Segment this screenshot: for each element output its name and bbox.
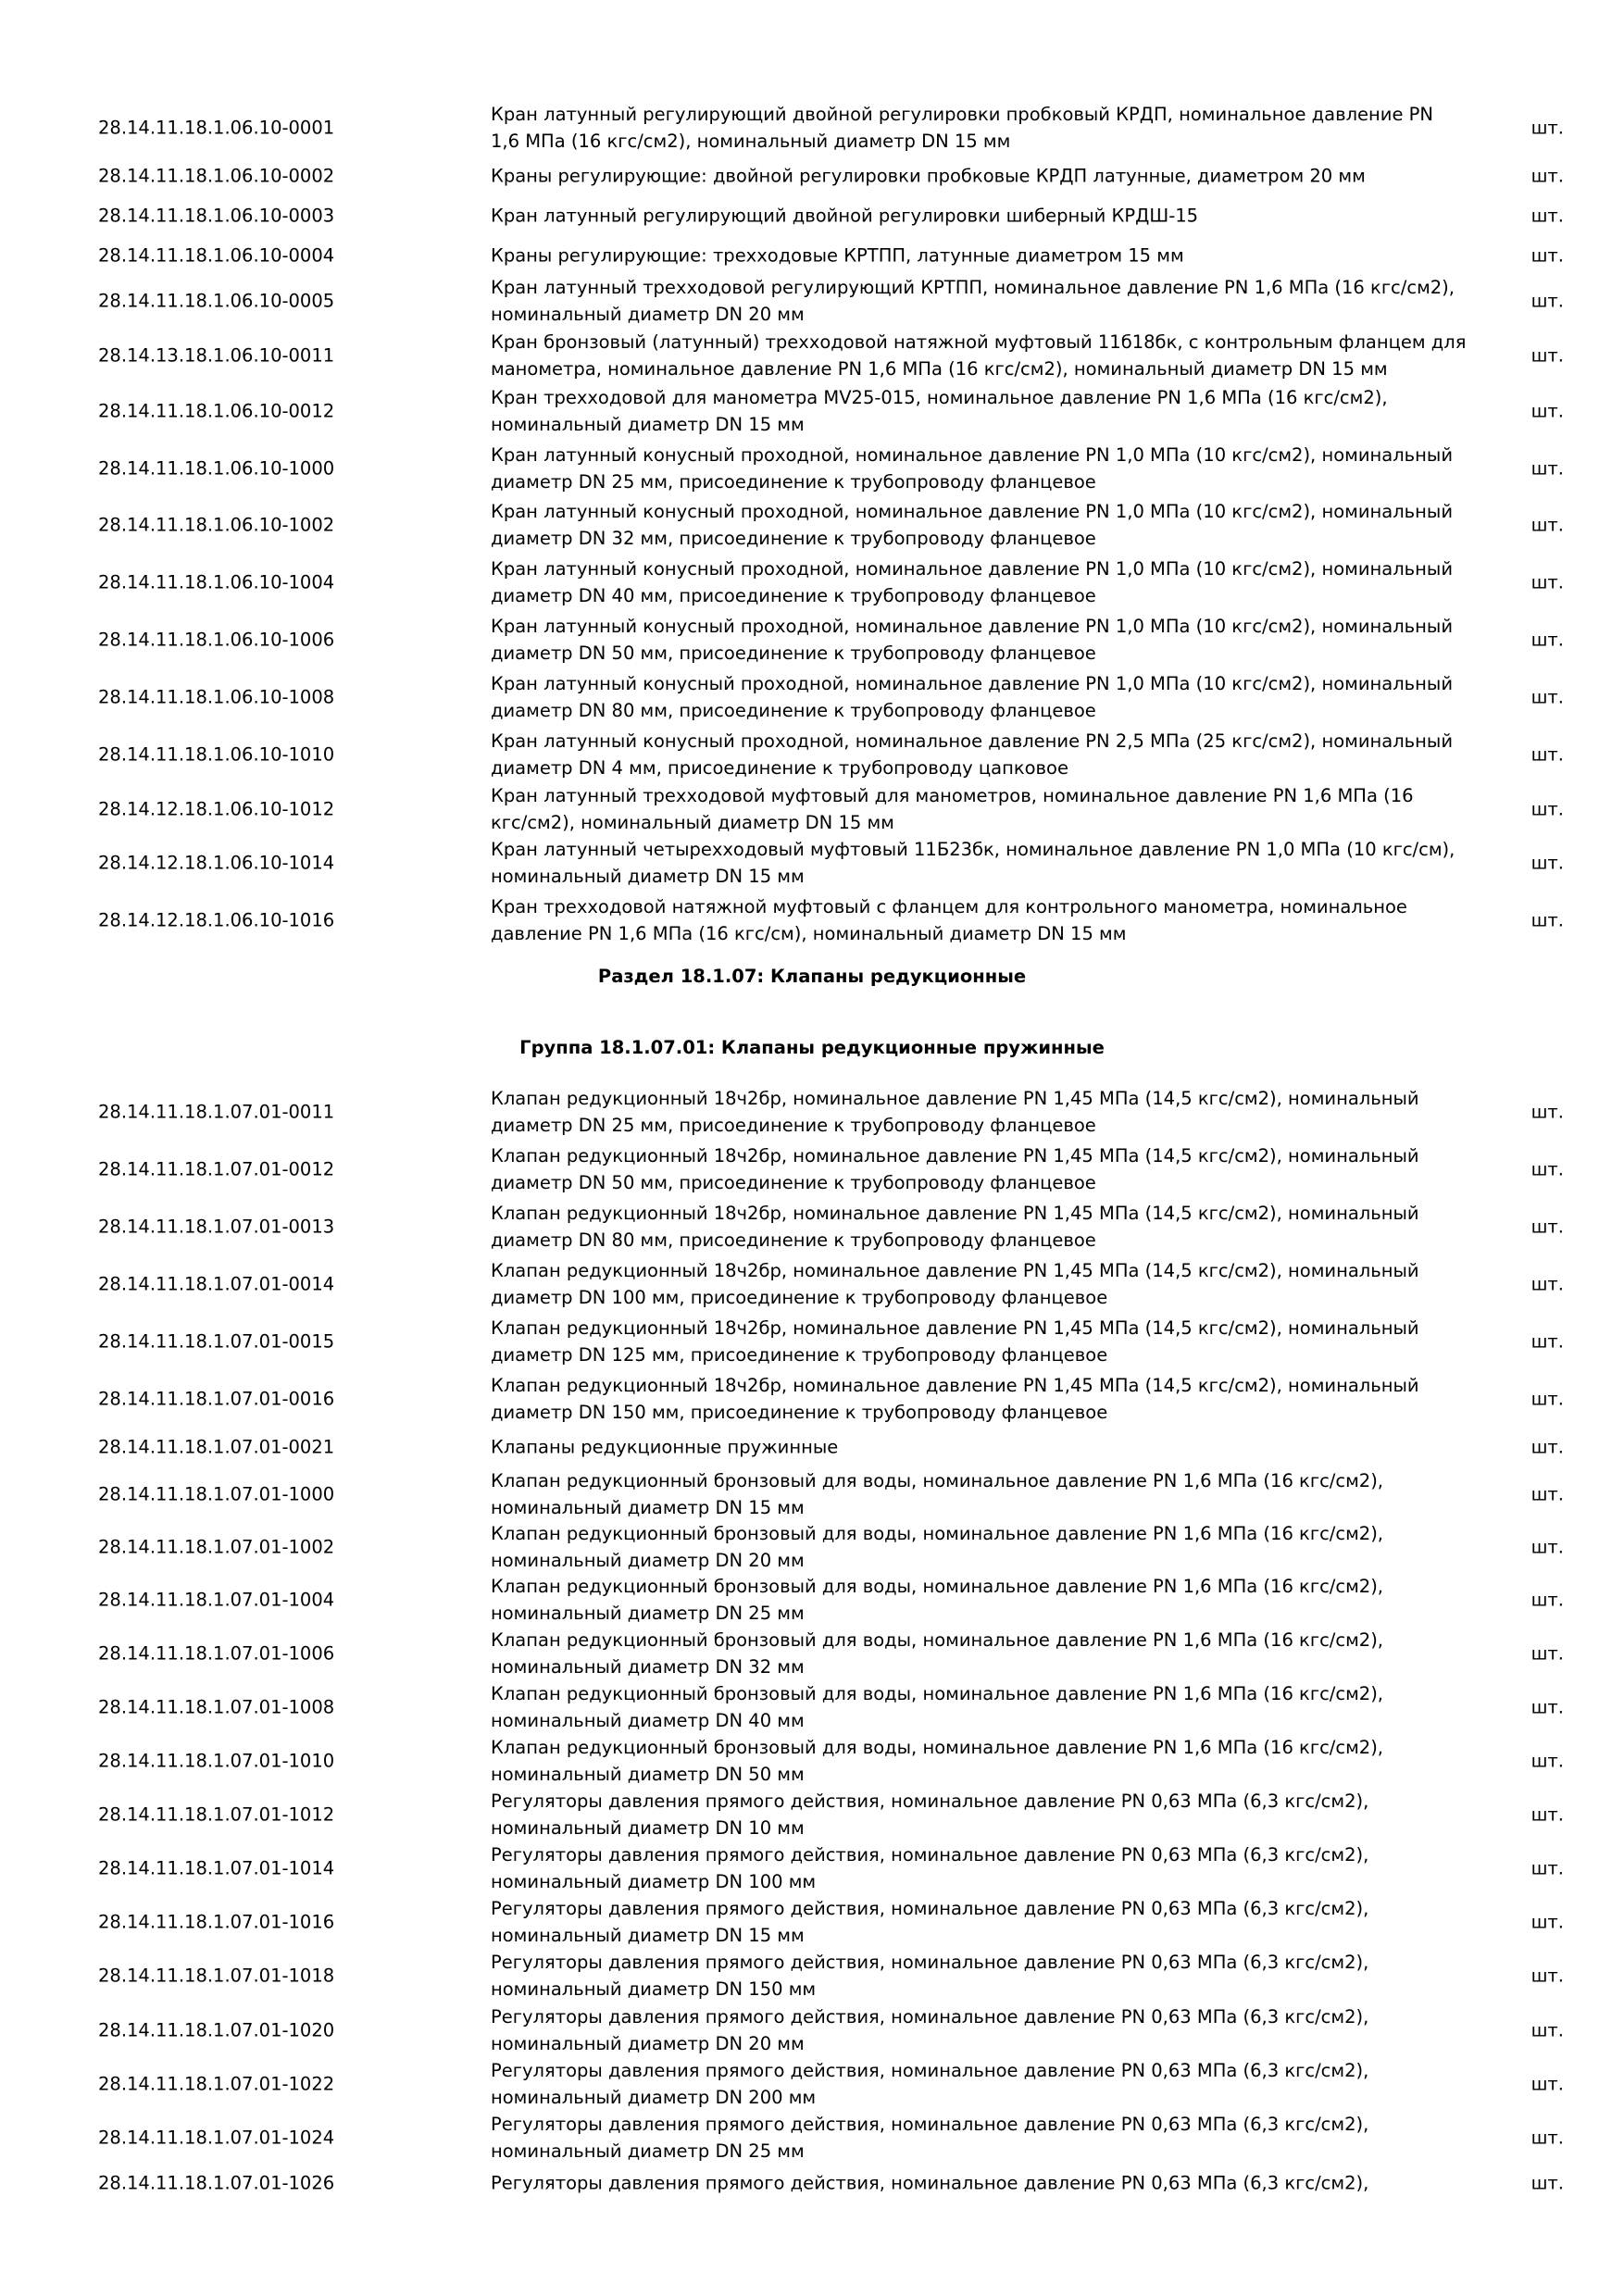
description-line: давление PN 1,6 МПа (16 кгс/см), номинальный диаметр DN 15 мм (491, 923, 1127, 944)
description-line: Регуляторы давления прямого действия, номинальное давление PN 0,63 МПа (6,3 кгс/см2), (491, 2114, 1369, 2135)
description-line: Регуляторы давления прямого действия, номинальное давление PN 0,63 МПа (6,3 кгс/см2), (491, 1791, 1369, 1812)
table-row (0, 1371, 1624, 1427)
description-line: Кран латунный конусный проходной, номинальное давление PN 1,0 МПа (10 кгс/см2), номинальный (491, 558, 1453, 580)
item-description (491, 1841, 1454, 1895)
item-code: 28.14.11.18.1.07.01-1012 (98, 1803, 335, 1826)
table-row (0, 1256, 1624, 1312)
item-code: 28.14.11.18.1.06.10-1004 (98, 571, 335, 593)
item-unit: шт. (1530, 1436, 1564, 1458)
table-row (0, 612, 1624, 668)
item-unit: шт. (1530, 514, 1564, 536)
item-code: 28.14.11.18.1.07.01-1004 (98, 1589, 335, 1611)
item-unit: шт. (1530, 457, 1564, 480)
description-line: диаметр DN 4 мм, присоединение к трубопроводу цапковое (491, 757, 1068, 779)
item-unit: шт. (1530, 743, 1564, 766)
description-line: номинальный диаметр DN 150 мм (491, 1978, 817, 2000)
item-code: 28.14.11.18.1.07.01-0015 (98, 1330, 335, 1353)
item-unit: шт. (1530, 1101, 1564, 1123)
description-line: Клапан редукционный 18ч2бр, номинальное давление PN 1,45 МПа (14,5 кгс/см2), номинальный (491, 1145, 1419, 1167)
description-line: номинальный диаметр DN 32 мм (491, 1656, 805, 1678)
table-row (0, 835, 1624, 891)
item-code: 28.14.11.18.1.07.01-1016 (98, 1911, 335, 1933)
item-description (491, 728, 1454, 781)
item-unit: шт. (1530, 244, 1564, 267)
item-code: 28.14.11.18.1.07.01-1024 (98, 2127, 335, 2149)
item-description (491, 1680, 1454, 1734)
item-unit: шт. (1530, 1750, 1564, 1772)
item-code: 28.14.11.18.1.06.10-1000 (98, 457, 335, 480)
item-description (491, 613, 1454, 667)
section-heading: Раздел 18.1.07: Клапаны редукционные (597, 966, 1027, 987)
table-row (0, 1841, 1624, 1896)
table-row (0, 1733, 1624, 1789)
description-line: Кран латунный конусный проходной, номинальное давление PN 1,0 МПа (10 кгс/см2), номинальный (491, 444, 1453, 466)
item-description (491, 1520, 1454, 1574)
item-code: 28.14.11.18.1.07.01-1000 (98, 1483, 335, 1505)
item-description (491, 274, 1454, 328)
description-line: Клапан редукционный 18ч2бр, номинальное давление PN 1,45 МПа (14,5 кгс/см2), номинальный (491, 1203, 1419, 1224)
item-code: 28.14.11.18.1.07.01-1002 (98, 1536, 335, 1558)
table-row (0, 383, 1624, 439)
item-unit: шт. (1530, 1965, 1564, 1987)
description-line: номинальный диаметр DN 10 мм (491, 1817, 805, 1839)
description-line: диаметр DN 125 мм, присоединение к трубопроводу фланцевое (491, 1344, 1108, 1366)
item-unit: шт. (1530, 1158, 1564, 1180)
item-unit: шт. (1530, 909, 1564, 931)
item-unit: шт. (1530, 629, 1564, 651)
table-row (0, 1199, 1624, 1254)
description-line: диаметр DN 80 мм, присоединение к трубопроводу фланцевое (491, 1229, 1096, 1251)
group-heading: Группа 18.1.07.01: Клапаны редукционные пружинные (519, 1037, 1105, 1058)
table-row (0, 669, 1624, 725)
item-unit: шт. (1530, 686, 1564, 708)
description-line: Клапан редукционный бронзовый для воды, номинальное давление PN 1,6 МПа (16 кгс/см2), (491, 1576, 1384, 1597)
item-description (491, 2057, 1454, 2111)
description-line: диаметр DN 25 мм, присоединение к трубопроводу фланцевое (491, 471, 1096, 493)
table-row (0, 1626, 1624, 1681)
table-row (0, 2155, 1624, 2211)
item-code: 28.14.12.18.1.06.10-1014 (98, 852, 335, 874)
table-row (0, 1314, 1624, 1369)
description-line: номинальный диаметр DN 25 мм (491, 1603, 805, 1624)
item-description (491, 1895, 1454, 1949)
item-description (491, 836, 1454, 890)
item-code: 28.14.11.18.1.06.10-1002 (98, 514, 335, 536)
table-row (0, 1142, 1624, 1197)
item-code: 28.14.11.18.1.06.10-1010 (98, 743, 335, 766)
table-row (0, 1466, 1624, 1522)
item-unit: шт. (1530, 117, 1564, 139)
item-code: 28.14.11.18.1.06.10-0002 (98, 165, 335, 187)
item-code: 28.14.11.18.1.07.01-1026 (98, 2172, 335, 2194)
item-unit: шт. (1530, 400, 1564, 422)
description-line: Клапан редукционный 18ч2бр, номинальное давление PN 1,45 МПа (14,5 кгс/см2), номинальный (491, 1260, 1419, 1281)
item-description (491, 1315, 1454, 1368)
item-unit: шт. (1530, 205, 1564, 227)
item-unit: шт. (1530, 1589, 1564, 1611)
description-line: диаметр DN 50 мм, присоединение к трубопроводу фланцевое (491, 643, 1096, 664)
item-code: 28.14.11.18.1.06.10-0003 (98, 205, 335, 227)
description-line: Регуляторы давления прямого действия, номинальное давление PN 0,63 МПа (6,3 кгс/см2), (491, 1898, 1369, 1919)
description-line: диаметр DN 40 мм, присоединение к трубопроводу фланцевое (491, 585, 1096, 606)
item-unit: шт. (1530, 1536, 1564, 1558)
table-row (0, 892, 1624, 948)
item-description (491, 1085, 1454, 1139)
item-unit: шт. (1530, 1330, 1564, 1353)
item-code: 28.14.11.18.1.07.01-0014 (98, 1273, 335, 1295)
description-line: Регуляторы давления прямого действия, номинальное давление PN 0,63 МПа (6,3 кгс/см2), (491, 2006, 1369, 2028)
description-line: Кран трехходовой для манометра MV25-015, номинальное давление PN 1,6 МПа (16 кгс/см2), (491, 387, 1388, 408)
item-unit: шт. (1530, 852, 1564, 874)
item-unit: шт. (1530, 1696, 1564, 1718)
description-line: диаметр DN 80 мм, присоединение к трубопроводу фланцевое (491, 700, 1096, 721)
table-row (0, 1519, 1624, 1575)
item-description (491, 1372, 1454, 1426)
description-line: номинальный диаметр DN 100 мм (491, 1871, 817, 1892)
item-code: 28.14.12.18.1.06.10-1016 (98, 909, 335, 931)
item-description (491, 1142, 1454, 1196)
item-unit: шт. (1530, 1803, 1564, 1826)
description-line: Клапан редукционный бронзовый для воды, номинальное давление PN 1,6 МПа (16 кгс/см2), (491, 1683, 1384, 1704)
item-unit: шт. (1530, 1642, 1564, 1665)
description-line: Кран латунный регулирующий двойной регулировки шиберный КРДШ-15 (491, 205, 1199, 227)
table-row (0, 727, 1624, 782)
item-unit: шт. (1530, 2073, 1564, 2095)
table-row (0, 1679, 1624, 1735)
item-description (491, 163, 1454, 190)
item-code: 28.14.11.18.1.06.10-0001 (98, 117, 335, 139)
description-line: Кран латунный трехходовой муфтовый для манометров, номинальное давление PN 1,6 МПа (16 (491, 785, 1414, 806)
description-line: Клапан редукционный бронзовый для воды, номинальное давление PN 1,6 МПа (16 кгс/см2), (491, 1523, 1384, 1544)
description-line: Кран латунный четырехходовый муфтовый 11Б23бк, номинальное давление PN 1,0 МПа (10 кгс/см), (491, 839, 1455, 860)
description-line: 1,6 МПа (16 кгс/см2), номинальный диаметр DN 15 мм (491, 131, 1011, 152)
item-code: 28.14.11.18.1.06.10-1008 (98, 686, 335, 708)
description-line: номинальный диаметр DN 200 мм (491, 2087, 817, 2108)
item-code: 28.14.12.18.1.06.10-1012 (98, 798, 335, 820)
description-line: Кран бронзовый (латунный) трехходовой натяжной муфтовый 11б18бк, с контрольным фланцем для (491, 331, 1467, 353)
item-code: 28.14.11.18.1.07.01-0013 (98, 1216, 335, 1238)
item-code: 28.14.11.18.1.07.01-0012 (98, 1158, 335, 1180)
table-row (0, 441, 1624, 496)
item-code: 28.14.11.18.1.07.01-1010 (98, 1750, 335, 1772)
table-row (0, 2003, 1624, 2058)
item-description (491, 1467, 1454, 1521)
description-line: кгс/см2), номинальный диаметр DN 15 мм (491, 812, 894, 833)
item-unit: шт. (1530, 2019, 1564, 2041)
item-description (491, 893, 1454, 947)
description-line: диаметр DN 32 мм, присоединение к трубопроводу фланцевое (491, 528, 1096, 549)
item-unit: шт. (1530, 1857, 1564, 1879)
description-line: Клапан редукционный бронзовый для воды, номинальное давление PN 1,6 МПа (16 кгс/см2), (491, 1737, 1384, 1758)
item-description (491, 1949, 1454, 2003)
table-row (0, 273, 1624, 329)
item-code: 28.14.11.18.1.06.10-0005 (98, 290, 335, 312)
item-description (491, 1788, 1454, 1841)
item-description (491, 555, 1454, 609)
description-line: Кран латунный регулирующий двойной регулировки пробковый КРДП, номинальное давление PN (491, 104, 1434, 125)
description-line: диаметр DN 25 мм, присоединение к трубопроводу фланцевое (491, 1115, 1096, 1136)
description-line: номинальный диаметр DN 20 мм (491, 304, 805, 325)
description-line: Клапан редукционный бронзовый для воды, номинальное давление PN 1,6 МПа (16 кгс/см2), (491, 1470, 1384, 1491)
item-code: 28.14.11.18.1.06.10-0012 (98, 400, 335, 422)
description-line: номинальный диаметр DN 20 мм (491, 1550, 805, 1571)
description-line: Клапан редукционный 18ч2бр, номинальное давление PN 1,45 МПа (14,5 кгс/см2), номинальный (491, 1088, 1419, 1109)
description-line: Краны регулирующие: трехходовые КРТПП, латунные диаметром 15 мм (491, 244, 1184, 267)
item-unit: шт. (1530, 290, 1564, 312)
description-line: диаметр DN 150 мм, присоединение к трубопроводу фланцевое (491, 1402, 1108, 1423)
item-description (491, 1200, 1454, 1254)
item-unit: шт. (1530, 344, 1564, 367)
item-code: 28.14.11.18.1.07.01-1018 (98, 1965, 335, 1987)
item-code: 28.14.11.18.1.07.01-0011 (98, 1101, 335, 1123)
item-description (491, 384, 1454, 438)
description-line: Кран латунный трехходовой регулирующий КРТПП, номинальное давление PN 1,6 МПа (16 кгс/см2), (491, 277, 1455, 298)
description-line: Регуляторы давления прямого действия, номинальное давление PN 0,63 МПа (6,3 кгс/см2), (491, 1952, 1369, 1973)
item-code: 28.14.11.18.1.07.01-0016 (98, 1388, 335, 1410)
table-row (0, 1948, 1624, 2003)
item-description (491, 670, 1454, 724)
description-line: манометра, номинальное давление PN 1,6 МПа (16 кгс/см2), номинальный диаметр DN 15 мм (491, 358, 1388, 380)
table-row (0, 1572, 1624, 1628)
table-row (0, 1787, 1624, 1842)
item-description (491, 243, 1454, 269)
description-line: Клапан редукционный 18ч2бр, номинальное давление PN 1,45 МПа (14,5 кгс/см2), номинальный (491, 1317, 1419, 1339)
item-unit: шт. (1530, 2127, 1564, 2149)
item-unit: шт. (1530, 1911, 1564, 1933)
item-description (491, 1734, 1454, 1788)
item-code: 28.14.11.18.1.07.01-1014 (98, 1857, 335, 1879)
description-line: Кран трехходовой натяжной муфтовый с фланцем для контрольного манометра, номинальное (491, 896, 1407, 917)
description-line: диаметр DN 100 мм, присоединение к трубопроводу фланцевое (491, 1287, 1108, 1308)
description-line: Регуляторы давления прямого действия, номинальное давление PN 0,63 МПа (6,3 кгс/см2), (491, 2172, 1369, 2194)
description-line: Регуляторы давления прямого действия, номинальное давление PN 0,63 МПа (6,3 кгс/см2), (491, 1844, 1369, 1866)
table-row (0, 328, 1624, 383)
item-code: 28.14.11.18.1.07.01-0021 (98, 1436, 335, 1458)
item-description (491, 101, 1454, 155)
item-unit: шт. (1530, 2172, 1564, 2194)
item-unit: шт. (1530, 1388, 1564, 1410)
description-line: Кран латунный конусный проходной, номинальное давление PN 2,5 МПа (25 кгс/см2), номинальный (491, 730, 1453, 752)
item-description (491, 329, 1467, 382)
table-row (0, 781, 1624, 837)
item-unit: шт. (1530, 571, 1564, 593)
item-code: 28.14.11.18.1.07.01-1008 (98, 1696, 335, 1718)
description-line: номинальный диаметр DN 15 мм (491, 414, 805, 435)
table-row (0, 555, 1624, 610)
description-line: Клапан редукционный бронзовый для воды, номинальное давление PN 1,6 МПа (16 кгс/см2), (491, 1629, 1384, 1651)
description-line: номинальный диаметр DN 15 мм (491, 1497, 805, 1518)
item-unit: шт. (1530, 1483, 1564, 1505)
description-line: Клапаны редукционные пружинные (491, 1436, 839, 1458)
item-code: 28.14.11.18.1.06.10-0004 (98, 244, 335, 267)
item-code: 28.14.11.18.1.07.01-1006 (98, 1642, 335, 1665)
table-row (0, 1894, 1624, 1950)
item-description (491, 1573, 1454, 1627)
item-description (491, 1627, 1454, 1680)
item-description (491, 782, 1454, 836)
item-description (491, 2003, 1454, 2057)
description-line: диаметр DN 50 мм, присоединение к трубопроводу фланцевое (491, 1172, 1096, 1193)
description-line: номинальный диаметр DN 15 мм (491, 866, 805, 887)
table-row (0, 1084, 1624, 1140)
item-code: 28.14.11.18.1.06.10-1006 (98, 629, 335, 651)
description-line: Краны регулирующие: двойной регулировки пробковые КРДП латунные, диаметром 20 мм (491, 165, 1366, 187)
description-line: Кран латунный конусный проходной, номинальное давление PN 1,0 МПа (10 кгс/см2), номинальный (491, 501, 1453, 522)
description-line: номинальный диаметр DN 15 мм (491, 1925, 805, 1946)
description-line: Кран латунный конусный проходной, номинальное давление PN 1,0 МПа (10 кгс/см2), номинальный (491, 616, 1453, 637)
item-description (491, 498, 1454, 552)
table-row (0, 2056, 1624, 2112)
item-unit: шт. (1530, 1216, 1564, 1238)
description-line: Клапан редукционный 18ч2бр, номинальное давление PN 1,45 МПа (14,5 кгс/см2), номинальный (491, 1375, 1419, 1396)
item-code: 28.14.11.18.1.07.01-1022 (98, 2073, 335, 2095)
item-unit: шт. (1530, 798, 1564, 820)
description-line: номинальный диаметр DN 20 мм (491, 2033, 805, 2054)
item-description (491, 1434, 1454, 1461)
item-description (491, 203, 1454, 230)
description-line: номинальный диаметр DN 25 мм (491, 2140, 805, 2162)
item-description (491, 2170, 1454, 2197)
table-row (0, 497, 1624, 553)
description-line: номинальный диаметр DN 50 мм (491, 1764, 805, 1785)
item-description (491, 442, 1454, 495)
item-code: 28.14.11.18.1.07.01-1020 (98, 2019, 335, 2041)
item-description (491, 1257, 1454, 1311)
table-row (0, 100, 1624, 156)
item-code: 28.14.13.18.1.06.10-0011 (98, 344, 335, 367)
item-unit: шт. (1530, 1273, 1564, 1295)
description-line: Регуляторы давления прямого действия, номинальное давление PN 0,63 МПа (6,3 кгс/см2), (491, 2060, 1369, 2081)
description-line: Кран латунный конусный проходной, номинальное давление PN 1,0 МПа (10 кгс/см2), номинальный (491, 673, 1453, 694)
item-unit: шт. (1530, 165, 1564, 187)
description-line: номинальный диаметр DN 40 мм (491, 1710, 805, 1731)
